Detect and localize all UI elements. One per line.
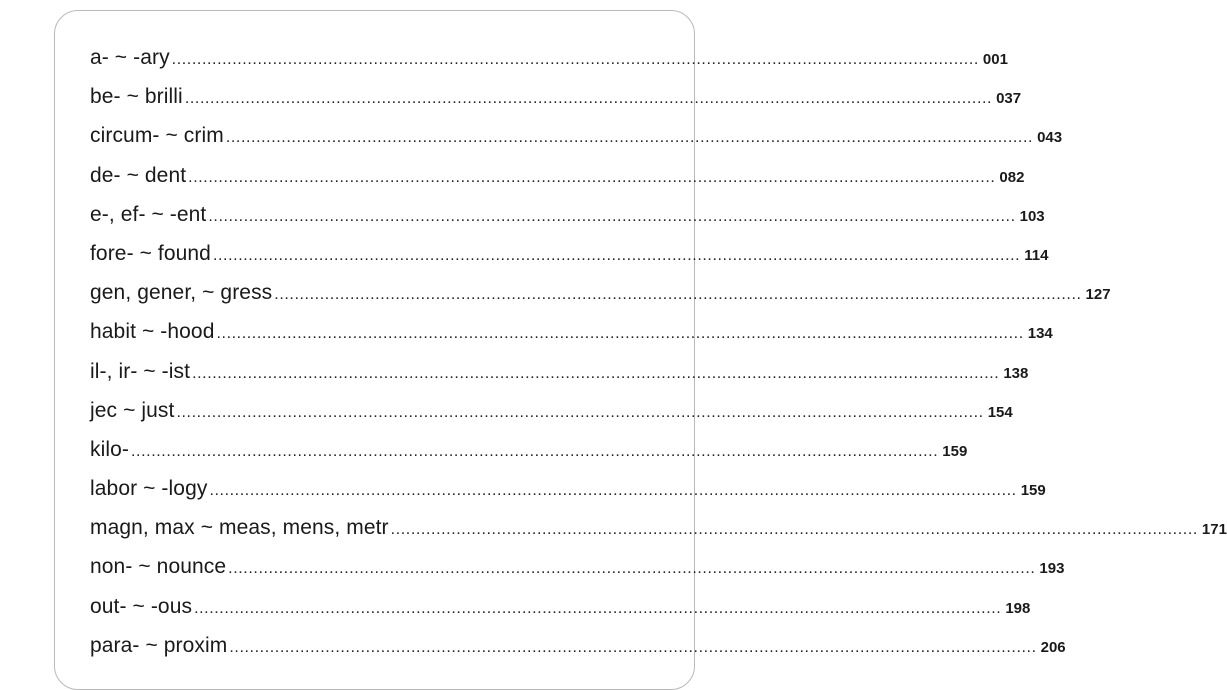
toc-entry-page: 198 bbox=[1005, 599, 1031, 617]
toc-entry-page: 206 bbox=[1040, 638, 1066, 656]
dot-leader: ................................................................................................................................................................ bbox=[131, 442, 939, 460]
dot-leader: ................................................................................................................................................................ bbox=[192, 364, 1000, 382]
dot-leader: ................................................................................................................................................................ bbox=[194, 599, 1002, 617]
dot-leader: ................................................................................................................................................................ bbox=[212, 246, 1021, 264]
toc-entry[interactable] bbox=[90, 469, 1046, 508]
toc-entry[interactable] bbox=[90, 430, 968, 469]
toc-entry-page: 154 bbox=[987, 403, 1013, 421]
toc-entry[interactable] bbox=[90, 234, 1049, 273]
toc-entry-label: para- ~ proxim bbox=[90, 633, 228, 657]
toc-entry-page: 127 bbox=[1085, 286, 1111, 304]
dot-leader: ................................................................................................................................................................ bbox=[390, 521, 1198, 539]
toc-entry[interactable] bbox=[90, 116, 1063, 155]
toc-entry[interactable] bbox=[90, 156, 1025, 195]
toc-entry-label: labor ~ -logy bbox=[90, 477, 208, 501]
toc-entry-page: 159 bbox=[1020, 482, 1046, 500]
toc-entry-label: e-, ef- ~ -ent bbox=[90, 202, 207, 226]
toc-entry[interactable] bbox=[90, 508, 1227, 547]
toc-entry[interactable] bbox=[90, 587, 1031, 626]
toc-entry-label: de- ~ dent bbox=[90, 163, 187, 187]
toc-entry[interactable] bbox=[90, 195, 1045, 234]
dot-leader: ................................................................................................................................................................ bbox=[225, 129, 1034, 147]
dot-leader: ................................................................................................................................................................ bbox=[208, 207, 1016, 225]
toc-entry-label: non- ~ nounce bbox=[90, 555, 227, 579]
toc-entry[interactable] bbox=[90, 312, 1053, 351]
toc-entry-label: jec ~ just bbox=[90, 398, 175, 422]
toc-entry-page: 114 bbox=[1024, 246, 1049, 264]
toc-entry-page: 082 bbox=[999, 168, 1025, 186]
dot-leader: ................................................................................................................................................................ bbox=[228, 560, 1036, 578]
toc-entry-page: 043 bbox=[1037, 129, 1063, 147]
toc-entry[interactable] bbox=[90, 38, 1008, 77]
dot-leader: ................................................................................................................................................................ bbox=[216, 325, 1024, 343]
dot-leader: ................................................................................................................................................................ bbox=[188, 168, 996, 186]
dot-leader: ................................................................................................................................................................ bbox=[184, 90, 993, 108]
dot-leader: ................................................................................................................................................................ bbox=[171, 51, 979, 68]
toc-entry-label: circum- ~ crim bbox=[90, 124, 224, 148]
toc-entry[interactable] bbox=[90, 273, 1111, 312]
toc-entry-page: 159 bbox=[942, 442, 968, 460]
toc-entry-page: 134 bbox=[1027, 325, 1053, 343]
toc-entry-label: gen, gener, ~ gress bbox=[90, 281, 273, 305]
dot-leader: ................................................................................................................................................................ bbox=[176, 403, 984, 421]
toc-entry-page: 037 bbox=[996, 90, 1022, 108]
table-of-contents bbox=[90, 38, 1227, 665]
toc-entry-label: kilo- bbox=[90, 437, 130, 461]
toc-entry-label: habit ~ -hood bbox=[90, 320, 215, 344]
toc-entry[interactable] bbox=[90, 352, 1029, 391]
toc-entry-label: out- ~ -ous bbox=[90, 594, 193, 618]
toc-entry-label: a- ~ -ary bbox=[90, 46, 170, 69]
toc-entry-page: 001 bbox=[982, 51, 1008, 68]
toc-entry-page: 171 bbox=[1201, 521, 1227, 539]
toc-entry-page: 193 bbox=[1039, 560, 1065, 578]
toc-entry-label: il-, ir- ~ -ist bbox=[90, 359, 191, 383]
toc-entry[interactable] bbox=[90, 77, 1022, 116]
toc-entry-label: fore- ~ found bbox=[90, 241, 211, 265]
toc-entry-label: be- ~ brilli bbox=[90, 85, 183, 109]
toc-entry-label: magn, max ~ meas, mens, metr bbox=[90, 516, 389, 540]
toc-entry-page: 103 bbox=[1019, 207, 1045, 225]
dot-leader: ................................................................................................................................................................ bbox=[229, 638, 1037, 656]
toc-entry[interactable] bbox=[90, 391, 1013, 430]
toc-entry-page: 138 bbox=[1003, 364, 1029, 382]
toc-entry[interactable] bbox=[90, 626, 1066, 665]
dot-leader: ................................................................................................................................................................ bbox=[209, 482, 1017, 500]
dot-leader: ................................................................................................................................................................ bbox=[274, 286, 1082, 304]
toc-entry[interactable] bbox=[90, 547, 1065, 586]
